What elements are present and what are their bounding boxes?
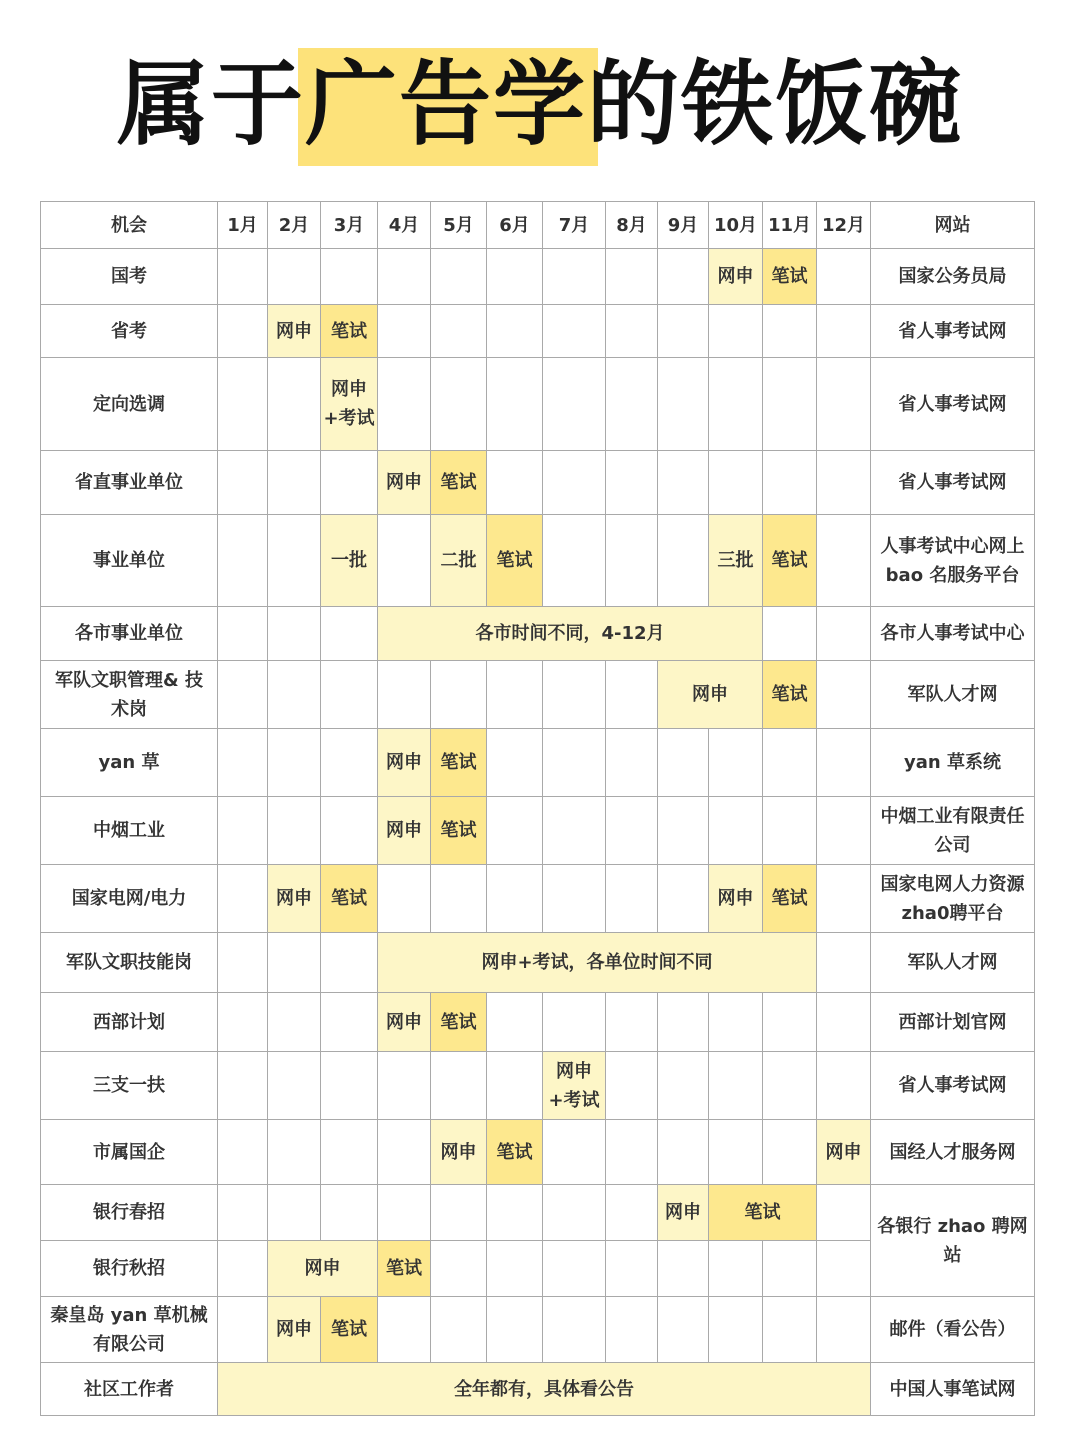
empty-cell — [218, 305, 268, 358]
schedule-cell: 网申 — [378, 797, 431, 865]
empty-cell — [268, 661, 321, 729]
empty-cell — [321, 993, 378, 1052]
empty-cell — [606, 249, 658, 305]
website-cell: 军队人才网 — [871, 661, 1035, 729]
empty-cell — [709, 993, 763, 1052]
schedule-table — [40, 201, 1035, 1416]
opportunity-name: 省直事业单位 — [41, 451, 218, 515]
empty-cell — [543, 358, 606, 451]
empty-cell — [543, 1241, 606, 1297]
empty-cell — [606, 305, 658, 358]
empty-cell — [487, 661, 543, 729]
schedule-cell: 网申 +考试 — [543, 1052, 606, 1120]
empty-cell — [658, 729, 709, 797]
empty-cell — [709, 305, 763, 358]
schedule-cell: 一批 — [321, 515, 378, 607]
empty-cell — [817, 933, 871, 993]
opportunity-name: 事业单位 — [41, 515, 218, 607]
empty-cell — [817, 515, 871, 607]
empty-cell — [268, 1052, 321, 1120]
empty-cell — [763, 358, 817, 451]
schedule-cell: 笔试 — [431, 729, 487, 797]
empty-cell — [817, 865, 871, 933]
schedule-cell: 笔试 — [487, 1120, 543, 1185]
schedule-cell: 网申 +考试 — [321, 358, 378, 451]
empty-cell — [709, 1052, 763, 1120]
empty-cell — [431, 358, 487, 451]
empty-cell — [763, 1297, 817, 1363]
empty-cell — [378, 249, 431, 305]
schedule-cell: 网申 — [658, 661, 763, 729]
table-row — [41, 1297, 1035, 1363]
empty-cell — [658, 865, 709, 933]
empty-cell — [817, 358, 871, 451]
empty-cell — [543, 797, 606, 865]
schedule-cell: 网申+考试，各单位时间不同 — [378, 933, 817, 993]
empty-cell — [487, 729, 543, 797]
empty-cell — [543, 305, 606, 358]
empty-cell — [431, 1241, 487, 1297]
empty-cell — [378, 358, 431, 451]
empty-cell — [817, 993, 871, 1052]
empty-cell — [487, 1241, 543, 1297]
empty-cell — [763, 1052, 817, 1120]
empty-cell — [606, 515, 658, 607]
empty-cell — [543, 1185, 606, 1241]
empty-cell — [763, 1120, 817, 1185]
empty-cell — [817, 729, 871, 797]
table-row — [41, 1120, 1035, 1185]
website-cell: 人事考试中心网上 bao 名服务平台 — [871, 515, 1035, 607]
header-cell: 12月 — [817, 202, 871, 249]
header-cell: 2月 — [268, 202, 321, 249]
website-cell: yan 草系统 — [871, 729, 1035, 797]
header-cell: 11月 — [763, 202, 817, 249]
schedule-cell: 笔试 — [431, 451, 487, 515]
empty-cell — [606, 1185, 658, 1241]
opportunity-name: 市属国企 — [41, 1120, 218, 1185]
empty-cell — [658, 1120, 709, 1185]
website-cell: 中烟工业有限责任 公司 — [871, 797, 1035, 865]
table-row — [41, 515, 1035, 607]
schedule-cell: 笔试 — [378, 1241, 431, 1297]
empty-cell — [543, 249, 606, 305]
empty-cell — [487, 1297, 543, 1363]
opportunity-name: 国家电网/电力 — [41, 865, 218, 933]
empty-cell — [817, 1241, 871, 1297]
empty-cell — [378, 865, 431, 933]
empty-cell — [487, 305, 543, 358]
opportunity-name: 各市事业单位 — [41, 607, 218, 661]
empty-cell — [709, 1120, 763, 1185]
opportunity-name: yan 草 — [41, 729, 218, 797]
opportunity-name: 三支一扶 — [41, 1052, 218, 1120]
empty-cell — [709, 797, 763, 865]
empty-cell — [218, 1241, 268, 1297]
empty-cell — [658, 515, 709, 607]
empty-cell — [606, 1120, 658, 1185]
empty-cell — [763, 797, 817, 865]
empty-cell — [431, 1185, 487, 1241]
schedule-cell: 三批 — [709, 515, 763, 607]
header-cell: 5月 — [431, 202, 487, 249]
empty-cell — [268, 729, 321, 797]
website-cell: 西部计划官网 — [871, 993, 1035, 1052]
empty-cell — [218, 607, 268, 661]
empty-cell — [431, 1052, 487, 1120]
empty-cell — [606, 993, 658, 1052]
header-cell: 9月 — [658, 202, 709, 249]
schedule-cell: 笔试 — [431, 993, 487, 1052]
empty-cell — [218, 993, 268, 1052]
empty-cell — [268, 1185, 321, 1241]
empty-cell — [378, 661, 431, 729]
empty-cell — [268, 1120, 321, 1185]
header-cell: 6月 — [487, 202, 543, 249]
empty-cell — [658, 993, 709, 1052]
empty-cell — [218, 1185, 268, 1241]
website-cell: 中国人事笔试网 — [871, 1363, 1035, 1416]
opportunity-name: 银行春招 — [41, 1185, 218, 1241]
website-cell: 省人事考试网 — [871, 358, 1035, 451]
empty-cell — [817, 607, 871, 661]
empty-cell — [763, 729, 817, 797]
website-cell: 军队人才网 — [871, 933, 1035, 993]
empty-cell — [321, 797, 378, 865]
header-cell: 3月 — [321, 202, 378, 249]
empty-cell — [543, 729, 606, 797]
table-row — [41, 865, 1035, 933]
empty-cell — [218, 865, 268, 933]
empty-cell — [268, 797, 321, 865]
opportunity-name: 国考 — [41, 249, 218, 305]
schedule-cell: 网申 — [378, 451, 431, 515]
website-cell: 邮件（看公告） — [871, 1297, 1035, 1363]
website-cell: 国经人才服务网 — [871, 1120, 1035, 1185]
empty-cell — [709, 1241, 763, 1297]
empty-cell — [709, 729, 763, 797]
empty-cell — [218, 358, 268, 451]
empty-cell — [218, 249, 268, 305]
opportunity-name: 军队文职技能岗 — [41, 933, 218, 993]
empty-cell — [817, 451, 871, 515]
table-row — [41, 451, 1035, 515]
title-area — [0, 0, 1080, 200]
opportunity-name: 西部计划 — [41, 993, 218, 1052]
opportunity-name: 定向选调 — [41, 358, 218, 451]
empty-cell — [431, 249, 487, 305]
empty-cell — [487, 993, 543, 1052]
empty-cell — [763, 305, 817, 358]
empty-cell — [658, 305, 709, 358]
empty-cell — [543, 1297, 606, 1363]
empty-cell — [321, 933, 378, 993]
empty-cell — [487, 358, 543, 451]
empty-cell — [658, 451, 709, 515]
opportunity-name: 中烟工业 — [41, 797, 218, 865]
table-row — [41, 729, 1035, 797]
empty-cell — [658, 249, 709, 305]
website-cell: 各市人事考试中心 — [871, 607, 1035, 661]
empty-cell — [321, 607, 378, 661]
table-row — [41, 607, 1035, 661]
empty-cell — [218, 933, 268, 993]
header-row — [41, 202, 1035, 249]
empty-cell — [268, 515, 321, 607]
table-row — [41, 305, 1035, 358]
empty-cell — [606, 358, 658, 451]
schedule-cell: 笔试 — [431, 797, 487, 865]
schedule-cell: 笔试 — [321, 1297, 378, 1363]
empty-cell — [268, 249, 321, 305]
empty-cell — [218, 797, 268, 865]
schedule-cell: 网申 — [658, 1185, 709, 1241]
empty-cell — [763, 607, 817, 661]
empty-cell — [606, 661, 658, 729]
header-cell: 7月 — [543, 202, 606, 249]
table-row — [41, 993, 1035, 1052]
empty-cell — [378, 1052, 431, 1120]
empty-cell — [763, 1241, 817, 1297]
empty-cell — [543, 515, 606, 607]
schedule-cell: 网申 — [431, 1120, 487, 1185]
empty-cell — [431, 865, 487, 933]
empty-cell — [543, 865, 606, 933]
empty-cell — [606, 729, 658, 797]
empty-cell — [606, 1297, 658, 1363]
schedule-cell: 网申 — [378, 729, 431, 797]
empty-cell — [709, 451, 763, 515]
table-row — [41, 1052, 1035, 1120]
empty-cell — [763, 993, 817, 1052]
empty-cell — [431, 661, 487, 729]
empty-cell — [487, 451, 543, 515]
empty-cell — [218, 515, 268, 607]
empty-cell — [763, 451, 817, 515]
empty-cell — [268, 358, 321, 451]
schedule-cell: 笔试 — [763, 865, 817, 933]
empty-cell — [268, 607, 321, 661]
empty-cell — [543, 1120, 606, 1185]
empty-cell — [378, 1120, 431, 1185]
opportunity-name: 秦皇岛 yan 草机械 有限公司 — [41, 1297, 218, 1363]
page-title: 属于广告学的铁饭碗 — [116, 51, 963, 158]
table-row — [41, 933, 1035, 993]
empty-cell — [817, 797, 871, 865]
empty-cell — [268, 993, 321, 1052]
empty-cell — [606, 797, 658, 865]
website-cell: 省人事考试网 — [871, 451, 1035, 515]
schedule-cell: 网申 — [268, 1241, 378, 1297]
empty-cell — [543, 451, 606, 515]
empty-cell — [431, 305, 487, 358]
empty-cell — [606, 451, 658, 515]
header-cell: 机会 — [41, 202, 218, 249]
website-cell: 国家电网人力资源 zha0聘平台 — [871, 865, 1035, 933]
schedule-cell: 网申 — [268, 865, 321, 933]
header-cell: 1月 — [218, 202, 268, 249]
empty-cell — [321, 1120, 378, 1185]
schedule-cell: 网申 — [268, 305, 321, 358]
empty-cell — [321, 451, 378, 515]
schedule-cell: 网申 — [709, 865, 763, 933]
empty-cell — [321, 661, 378, 729]
empty-cell — [268, 451, 321, 515]
schedule-cell: 网申 — [709, 249, 763, 305]
empty-cell — [378, 1185, 431, 1241]
schedule-cell: 全年都有，具体看公告 — [218, 1363, 871, 1416]
empty-cell — [606, 1052, 658, 1120]
schedule-cell: 各市时间不同，4-12月 — [378, 607, 763, 661]
empty-cell — [606, 865, 658, 933]
empty-cell — [487, 865, 543, 933]
empty-cell — [321, 249, 378, 305]
empty-cell — [658, 797, 709, 865]
website-cell: 国家公务员局 — [871, 249, 1035, 305]
empty-cell — [321, 1185, 378, 1241]
empty-cell — [817, 305, 871, 358]
empty-cell — [817, 1052, 871, 1120]
empty-cell — [378, 305, 431, 358]
empty-cell — [658, 1052, 709, 1120]
schedule-cell: 笔试 — [763, 661, 817, 729]
empty-cell — [606, 1241, 658, 1297]
table-row — [41, 1363, 1035, 1416]
header-cell: 4月 — [378, 202, 431, 249]
website-cell: 省人事考试网 — [871, 1052, 1035, 1120]
table-row — [41, 1185, 1035, 1241]
schedule-cell: 笔试 — [709, 1185, 817, 1241]
header-cell: 8月 — [606, 202, 658, 249]
schedule-cell: 笔试 — [321, 305, 378, 358]
header-cell: 10月 — [709, 202, 763, 249]
opportunity-name: 银行秋招 — [41, 1241, 218, 1297]
schedule-cell: 笔试 — [487, 515, 543, 607]
table-row — [41, 249, 1035, 305]
empty-cell — [543, 993, 606, 1052]
schedule-cell: 网申 — [378, 993, 431, 1052]
opportunity-name: 省考 — [41, 305, 218, 358]
empty-cell — [378, 515, 431, 607]
empty-cell — [817, 249, 871, 305]
schedule-cell: 笔试 — [763, 515, 817, 607]
table-row — [41, 358, 1035, 451]
empty-cell — [218, 729, 268, 797]
empty-cell — [709, 1297, 763, 1363]
empty-cell — [218, 1297, 268, 1363]
empty-cell — [817, 1297, 871, 1363]
empty-cell — [487, 1185, 543, 1241]
empty-cell — [543, 661, 606, 729]
empty-cell — [321, 729, 378, 797]
empty-cell — [431, 1297, 487, 1363]
schedule-cell: 笔试 — [763, 249, 817, 305]
empty-cell — [487, 797, 543, 865]
empty-cell — [709, 358, 763, 451]
empty-cell — [218, 661, 268, 729]
table-row — [41, 797, 1035, 865]
schedule-cell: 二批 — [431, 515, 487, 607]
empty-cell — [268, 933, 321, 993]
empty-cell — [378, 1297, 431, 1363]
empty-cell — [218, 1052, 268, 1120]
empty-cell — [817, 661, 871, 729]
table-row — [41, 661, 1035, 729]
empty-cell — [487, 1052, 543, 1120]
schedule-cell: 网申 — [817, 1120, 871, 1185]
empty-cell — [658, 1297, 709, 1363]
empty-cell — [218, 1120, 268, 1185]
empty-cell — [321, 1052, 378, 1120]
website-cell: 省人事考试网 — [871, 305, 1035, 358]
schedule-cell: 笔试 — [321, 865, 378, 933]
empty-cell — [817, 1185, 871, 1241]
header-cell: 网站 — [871, 202, 1035, 249]
opportunity-name: 军队文职管理& 技 术岗 — [41, 661, 218, 729]
empty-cell — [218, 451, 268, 515]
empty-cell — [658, 1241, 709, 1297]
schedule-cell: 网申 — [268, 1297, 321, 1363]
website-cell: 各银行 zhao 聘网 站 — [871, 1185, 1035, 1297]
opportunity-name: 社区工作者 — [41, 1363, 218, 1416]
empty-cell — [487, 249, 543, 305]
empty-cell — [658, 358, 709, 451]
